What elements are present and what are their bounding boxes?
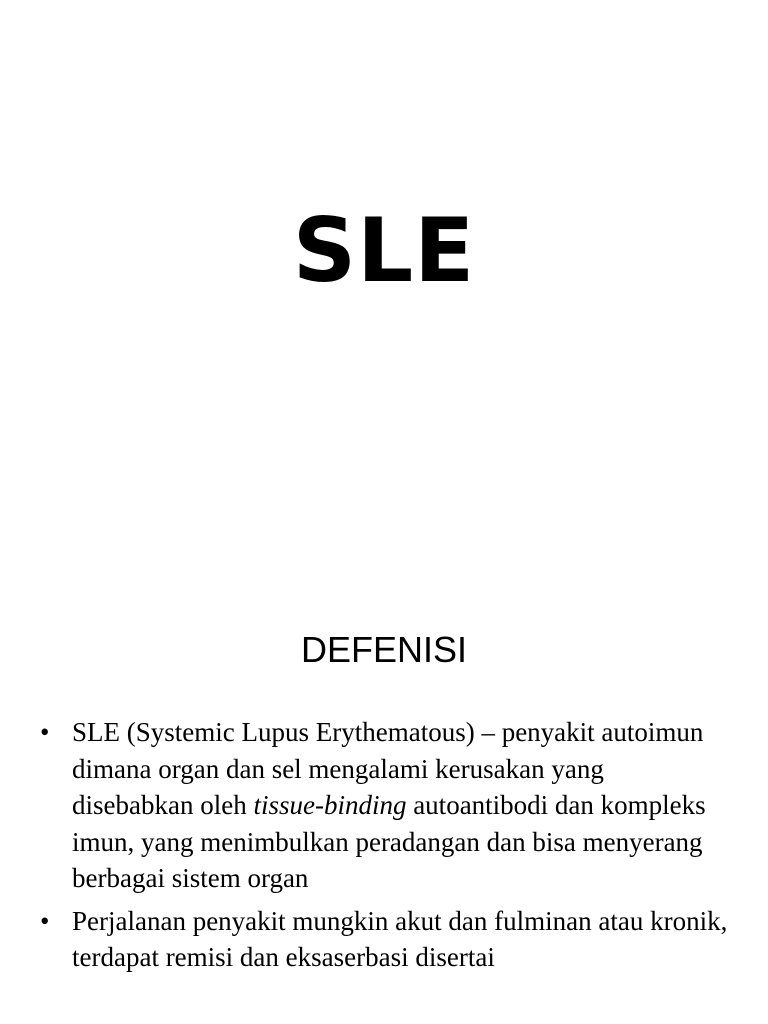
slide-title: SLE [292, 199, 476, 302]
bullet-text-part: autoantibodi dan kompleks imun, yang menimbulkan peradangan dan bisa menyerang berbagai sistem organ [72, 790, 706, 893]
section-heading: DEFENISI [300, 629, 468, 670]
bullet-text-part: SLE (Systemic Lupus Erythematous) – penyakit autoimun dimana organ dan sel mengalami kerusakan yang disebabkan oleh [72, 717, 704, 820]
bullet-emphasis: tissue-binding [253, 790, 407, 820]
bullet-item-definition [40, 714, 730, 897]
bullet-icon: • [40, 905, 50, 936]
bullet-item-course [40, 903, 730, 976]
definition-slide [0, 576, 768, 1024]
bullet-text: Perjalanan penyakit mungkin akut dan fulminan atau kronik, terdapat remisi dan eksaserbasi disertai [72, 905, 728, 972]
bullet-icon: • [40, 717, 50, 747]
bullet-list [40, 714, 730, 982]
